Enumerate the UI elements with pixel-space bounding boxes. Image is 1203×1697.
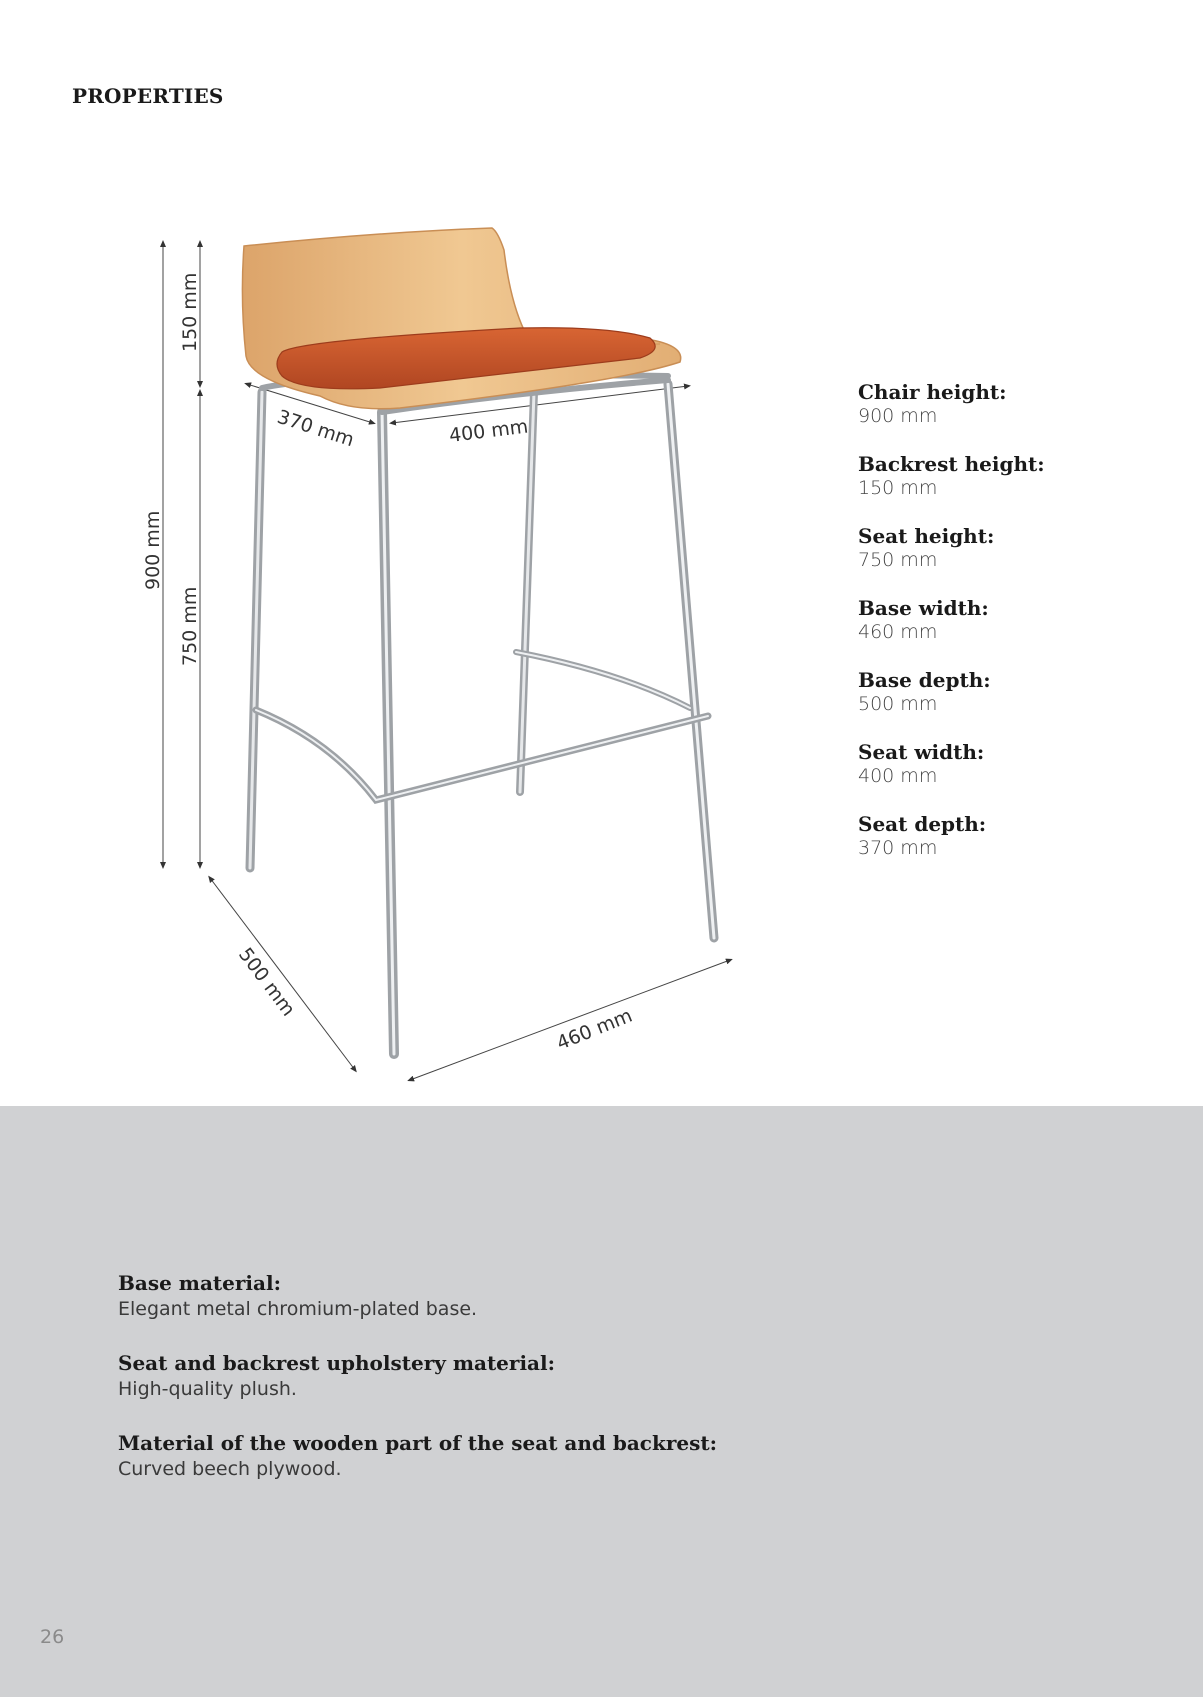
- property-label: Backrest height:: [858, 452, 1045, 476]
- property-seat-depth: [858, 812, 1178, 860]
- material-label: Base material:: [118, 1271, 281, 1295]
- property-label: Seat depth:: [858, 812, 987, 836]
- property-base-depth: [858, 668, 1178, 716]
- property-value: 400 mm: [858, 765, 938, 787]
- property-backrest-height: [858, 452, 1178, 500]
- page-title: PROPERTIES: [72, 84, 224, 108]
- backrest-height-dim: 150 mm: [179, 272, 201, 352]
- property-value: 750 mm: [858, 549, 938, 571]
- property-value: 900 mm: [858, 405, 938, 427]
- property-seat-height: [858, 524, 1178, 572]
- material-wood: [118, 1430, 918, 1482]
- property-chair-height: [858, 380, 1178, 428]
- property-value: 150 mm: [858, 477, 938, 499]
- materials-list: [118, 1270, 918, 1510]
- seat-width-dim: 400 mm: [447, 415, 530, 447]
- property-seat-width: [858, 740, 1178, 788]
- property-label: Base width:: [858, 596, 989, 620]
- property-value: 370 mm: [858, 837, 938, 859]
- property-label: Base depth:: [858, 668, 991, 692]
- seat-depth-dim: 370 mm: [274, 405, 357, 452]
- chair-base: [250, 375, 714, 1054]
- property-label: Chair height:: [858, 380, 1007, 404]
- property-label: Seat height:: [858, 524, 995, 548]
- material-value: High-quality plush.: [118, 1378, 297, 1400]
- material-upholstery: [118, 1350, 918, 1402]
- seat-height-dim: 750 mm: [179, 586, 201, 666]
- material-label: Seat and backrest upholstery material:: [118, 1351, 555, 1375]
- material-base: [118, 1270, 918, 1322]
- material-value: Curved beech plywood.: [118, 1458, 342, 1480]
- material-value: Elegant metal chromium-plated base.: [118, 1298, 478, 1320]
- property-value: 460 mm: [858, 621, 938, 643]
- property-label: Seat width:: [858, 740, 985, 764]
- material-label: Material of the wooden part of the seat and backrest:: [118, 1431, 717, 1455]
- base-width-dim: 460 mm: [553, 1004, 636, 1055]
- property-base-width: [858, 596, 1178, 644]
- properties-list: [858, 380, 1178, 884]
- property-value: 500 mm: [858, 693, 938, 715]
- chair-height-dim: 900 mm: [142, 510, 164, 590]
- page-number: 26: [40, 1626, 65, 1648]
- base-depth-dim: 500 mm: [234, 943, 300, 1021]
